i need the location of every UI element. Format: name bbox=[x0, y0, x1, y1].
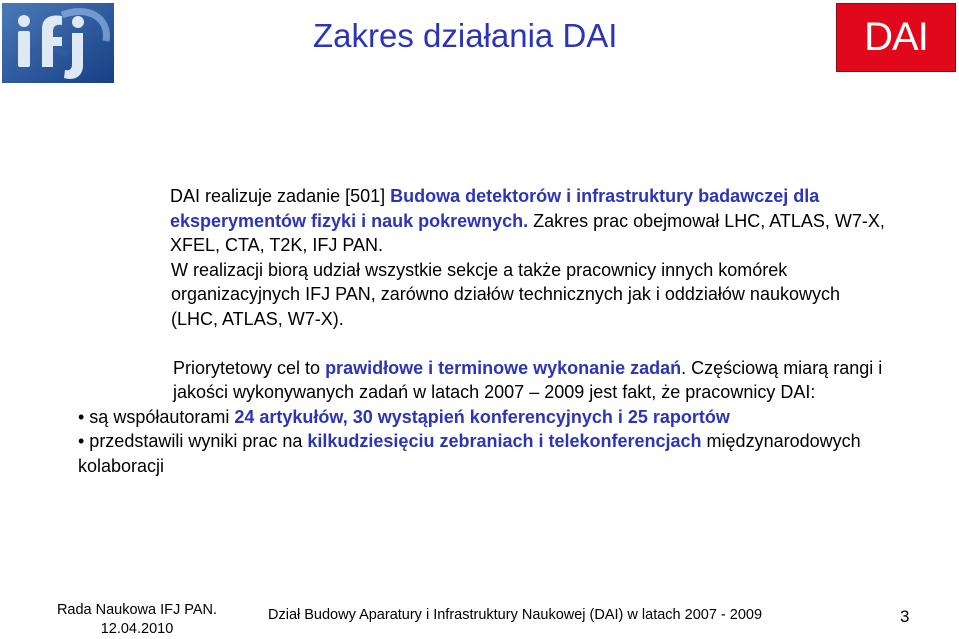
paragraph-scope bbox=[78, 184, 888, 258]
footer-center: Dział Budowy Aparatury i Infrastruktury Naukowej (DAI) w latach 2007 - 2009 bbox=[268, 607, 763, 623]
scope-text-1: DAI realizuje zadanie [501] bbox=[170, 186, 391, 206]
paragraph-gap bbox=[78, 332, 888, 356]
priority-text-1: Priorytetowy cel to bbox=[173, 357, 326, 378]
meetings-highlight: kilkudziesięciu zebraniach i telekonferencjach bbox=[307, 431, 702, 452]
page-number: 3 bbox=[900, 607, 910, 626]
scope-text-2: Zakres prac obejmował LHC, ATLAS, W7-X, XFEL, CTA, T2K, IFJ PAN. bbox=[170, 210, 885, 256]
bullet-item-meetings bbox=[78, 429, 888, 478]
meetings-text-2: międzynarodowych kolaboracji bbox=[78, 431, 861, 476]
scope-highlight: Budowa detektorów i infrastruktury badawczej dla eksperymentów fizyki i nauk pokrewnych. bbox=[170, 186, 820, 231]
meetings-text-1: • przedstawili wyniki prac na bbox=[78, 431, 308, 452]
publications-text: • są współautorami bbox=[78, 406, 235, 427]
ifj-logo bbox=[2, 3, 114, 83]
paragraph-participation bbox=[78, 258, 888, 332]
footer-date: 12.04.2010 bbox=[100, 621, 174, 637]
footer-left bbox=[52, 601, 222, 639]
dai-badge: DAI bbox=[836, 3, 956, 72]
slide-body bbox=[78, 184, 888, 479]
bullet-item-publications bbox=[78, 405, 888, 430]
publications-highlight: 24 artykułów, 30 wystąpień konferencyjnych i 25 raportów bbox=[234, 406, 730, 427]
paragraph-priority bbox=[78, 356, 888, 405]
participation-text: W realizacji biorą udział wszystkie sekcje a także pracownicy innych komórek organizacyjnych IFJ PAN, zarówno działów technicznych jak i oddziałów naukowych (LHC, ATLAS, W7-X). bbox=[171, 259, 840, 329]
footer-council: Rada Naukowa IFJ PAN. bbox=[56, 602, 218, 618]
page-title: Zakres działania DAI bbox=[313, 17, 618, 54]
priority-highlight: prawidłowe i terminowe wykonanie zadań bbox=[325, 357, 682, 378]
ifj-logo-graphic bbox=[2, 3, 114, 83]
priority-text-2: . Częściową miarą rangi i jakości wykonywanych zadań w latach 2007 – 2009 jest fakt, że pracownicy DAI: bbox=[173, 357, 883, 403]
